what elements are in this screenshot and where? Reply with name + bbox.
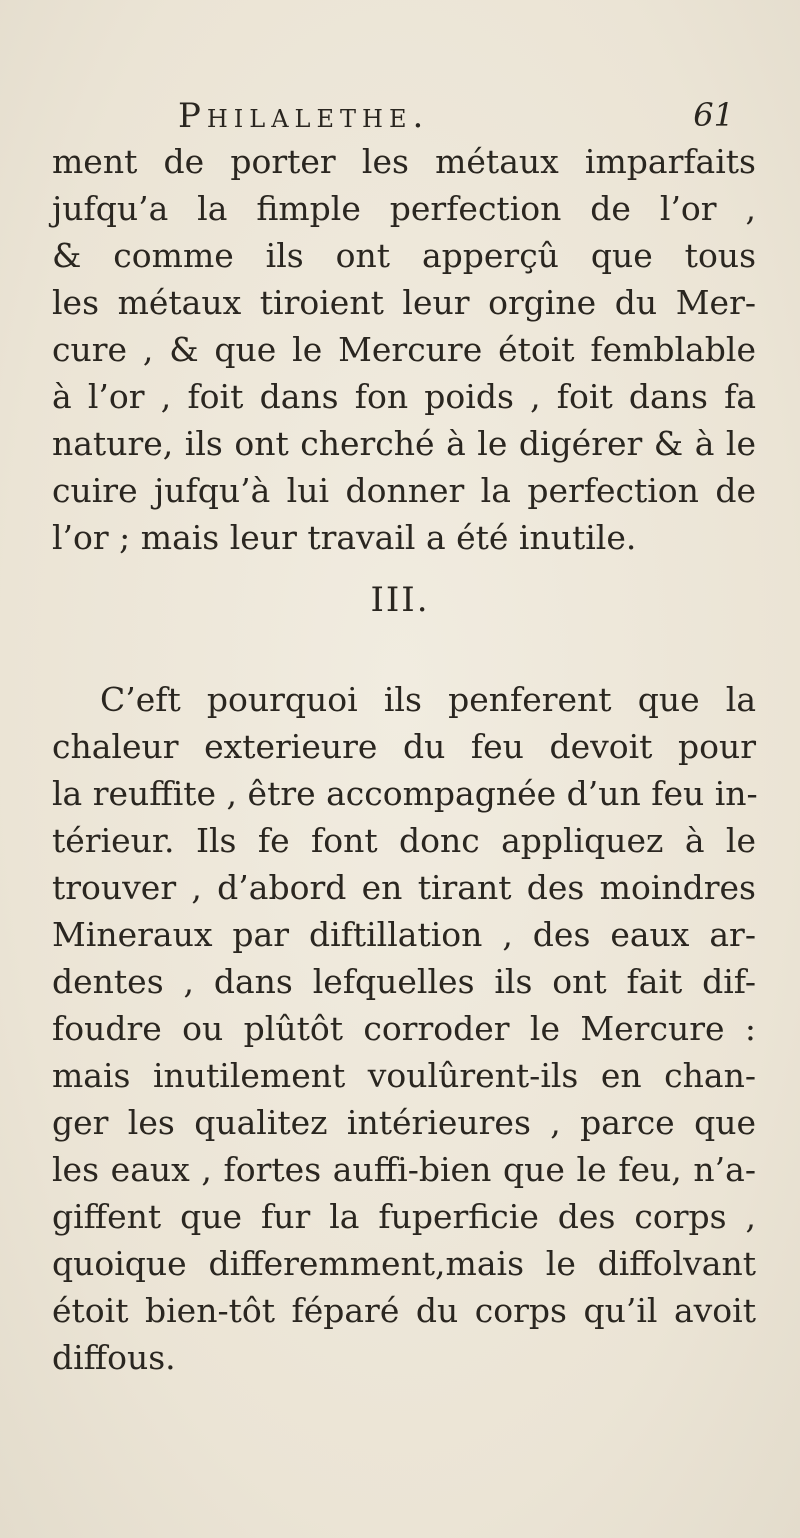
text-line: l’or ; mais leur travail a été inutile. <box>52 518 637 557</box>
paragraph-2 <box>52 676 756 1381</box>
text-line: foudre ou plûtôt corroder le Mercure : <box>52 1009 756 1048</box>
text-line: mais inutilement voulûrent-ils en chan- <box>52 1056 756 1095</box>
text-line: giffent que fur la fuperficie des corps , <box>52 1197 756 1236</box>
text-line: jufqu’a la fimple perfection de l’or , <box>52 189 756 228</box>
text-line: dentes , dans lefquelles ils ont fait dif- <box>52 962 756 1001</box>
text-line: quoique differemment,mais le diffolvant <box>52 1244 756 1283</box>
text-line: diffous. <box>52 1338 176 1377</box>
text-line: cuire jufqu’à lui donner la perfection de <box>52 471 756 510</box>
text-line: la reuffite , être accompagnée d’un feu in- <box>52 774 758 813</box>
text-line: ment de porter les métaux imparfaits <box>52 142 756 181</box>
text-line: ger les qualitez intérieures , parce que <box>52 1103 756 1142</box>
text-line: les eaux , fortes auffi-bien que le feu, n’a- <box>52 1150 756 1189</box>
text-line: chaleur exterieure du feu devoit pour <box>52 727 756 766</box>
text-line: les métaux tiroient leur orgine du Mer- <box>52 283 756 322</box>
text-line: étoit bien-tôt féparé du corps qu’il avoit <box>52 1291 756 1330</box>
page-number: 61 <box>693 96 734 134</box>
text-line: trouver , d’abord en tirant des moindres <box>52 868 756 907</box>
section-number: III. <box>370 580 430 620</box>
running-title: Philalethe. <box>178 96 430 136</box>
text-line: & comme ils ont apperçû que tous <box>52 236 756 275</box>
text-line: nature, ils ont cherché à le digérer & à le <box>52 424 756 463</box>
paragraph-1 <box>52 138 756 561</box>
text-line: Mineraux par diftillation , des eaux ar- <box>52 915 756 954</box>
text-line: à l’or , foit dans fon poids , foit dans fa <box>52 377 756 416</box>
text-line: térieur. Ils fe font donc appliquez à le <box>52 821 756 860</box>
text-line: cure , & que le Mercure étoit femblable <box>52 330 756 369</box>
text-line: C’eft pourquoi ils penferent que la <box>100 680 756 719</box>
